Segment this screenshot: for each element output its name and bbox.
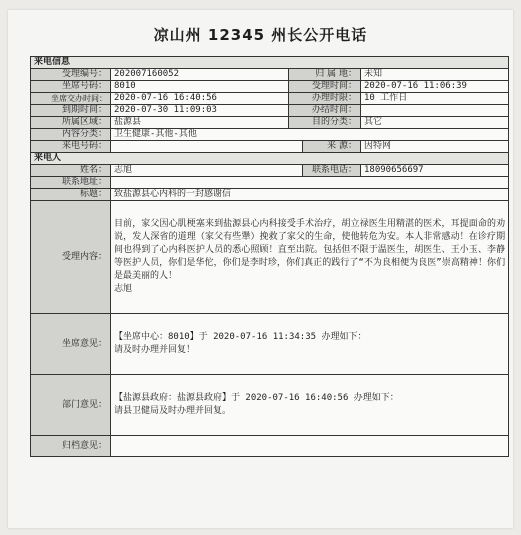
document-sheet	[8, 10, 513, 528]
seat-opinion-line1: 【坐席中心：8010】于 2020-07-16 11:34:35 办理如下：	[114, 332, 367, 342]
dept-opinion-label: 部门意见：	[31, 375, 111, 436]
caller-name-label: 姓名：	[31, 165, 111, 177]
dept-opinion-line1: 【盐源县政府：盐源县政府】于 2020-07-16 16:40:56 办理如下：	[114, 393, 399, 403]
purpose-value: 其它	[361, 117, 509, 129]
region-label: 归 属 地：	[289, 69, 361, 81]
deadline-label: 办理时限：	[289, 93, 361, 105]
due-time-value: 2020-07-30 11:09:03	[111, 105, 289, 117]
area-label: 所属区域：	[31, 117, 111, 129]
area-value: 盐源县	[111, 117, 289, 129]
caller-address-value	[111, 177, 509, 189]
caller-number-label: 来电号码：	[31, 141, 111, 153]
seat-no-label: 坐席号码：	[31, 81, 111, 93]
accept-time-value: 2020-07-16 11:06:39	[361, 81, 509, 93]
caller-header: 来电人	[31, 153, 509, 165]
source-value: 因特网	[361, 141, 509, 153]
accept-time-label: 受理时间：	[289, 81, 361, 93]
closed-time-value	[361, 105, 509, 117]
deadline-value: 10 工作日	[361, 93, 509, 105]
caller-name-value: 志旭	[111, 165, 303, 177]
subject-label: 标题：	[31, 189, 111, 201]
accept-no-value: 202007160052	[111, 69, 289, 81]
handover-time-label: 坐席交办时间：	[31, 93, 111, 105]
content-category-label: 内容分类：	[31, 129, 111, 141]
page-title: 凉山州 12345 州长公开电话	[153, 26, 368, 44]
content-body-cell	[111, 201, 509, 314]
dept-opinion-line2: 请县卫健局及时办理并回复。	[114, 406, 232, 416]
closed-time-label: 办结时间：	[289, 105, 361, 117]
caller-phone-value: 18090656697	[361, 165, 509, 177]
source-label: 来 源：	[303, 141, 361, 153]
seat-opinion-line2: 请及时办理并回复！	[114, 345, 196, 355]
subject-value: 致盐源县心内科的一封感谢信	[111, 189, 509, 201]
caller-address-label: 联系地址：	[31, 177, 111, 189]
seat-opinion-label: 坐席意见：	[31, 314, 111, 375]
content-body-label: 受理内容：	[31, 201, 111, 314]
record-form	[30, 56, 509, 457]
handover-time-value: 2020-07-16 16:40:56	[111, 93, 289, 105]
due-time-label: 到期时间：	[31, 105, 111, 117]
dept-opinion-cell	[111, 375, 509, 436]
purpose-label: 目的分类：	[289, 117, 361, 129]
archive-opinion-label: 归档意见：	[31, 436, 111, 457]
caller-number-value	[111, 141, 303, 153]
region-value: 未知	[361, 69, 509, 81]
seat-opinion-cell	[111, 314, 509, 375]
archive-opinion-value	[111, 436, 509, 457]
accept-no-label: 受理编号：	[31, 69, 111, 81]
content-signature: 志旭	[114, 284, 133, 294]
content-body-text: 目前，家父因心肌梗塞来到盐源县心内科接受手术治疗，胡立禄医生用精湛的医术，耳提面命的劝说，发人深省的道理（家父有些犟）挽救了家父的生命，使他转危为安。本人非常感动！在诊疗期间也得到了心内科医护人员的悉心照顾！直至出院。包括但不限于温医生，胡医生、王小玉、李静等医护人员，你们是华佗，你们是李时珍，你们真正的践行了“不为良相便为良医”崇高精神！你们是最美丽的人！	[114, 219, 506, 281]
caller-phone-label: 联系电话：	[303, 165, 361, 177]
seat-no-value: 8010	[111, 81, 289, 93]
call-info-header: 来电信息	[31, 57, 509, 69]
content-category-value: 卫生健康-其他-其他	[111, 129, 509, 141]
